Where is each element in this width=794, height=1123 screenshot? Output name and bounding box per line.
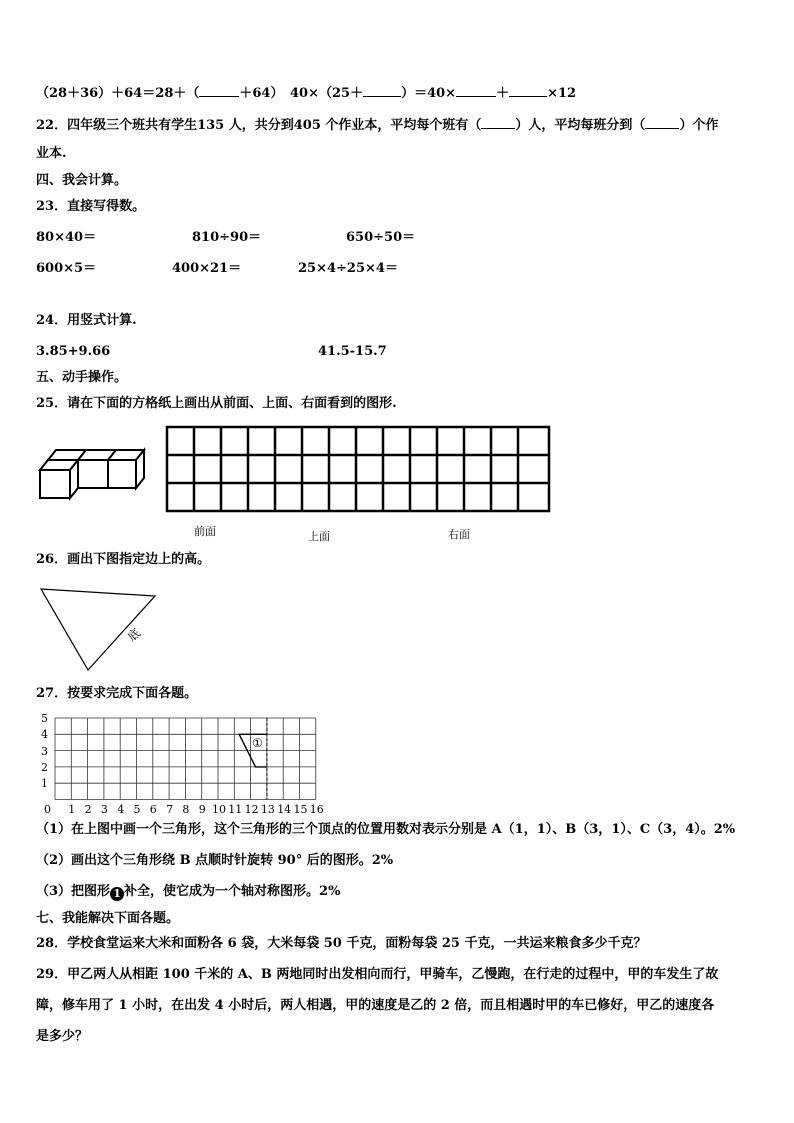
x-tick-label: 12	[244, 802, 259, 816]
x-tick-label: 7	[166, 802, 174, 816]
section-5-heading: 五、动手操作。	[36, 370, 128, 385]
q24-item: 3.85+9.66	[36, 344, 111, 359]
q26-title: 26．画出下图指定边上的高。	[36, 552, 211, 567]
answer-blank[interactable]	[509, 84, 547, 97]
q27-title: 27．按要求完成下面各题。	[36, 686, 198, 701]
q23-item: 810÷90＝	[192, 230, 262, 245]
x-tick-label: 4	[117, 802, 125, 816]
x-tick-label: 11	[228, 802, 243, 816]
x-tick-label: 13	[260, 802, 275, 816]
q23-item: 650÷50＝	[346, 230, 416, 245]
x-tick-label: 16	[309, 802, 324, 816]
q27-sub2: （2）画出这个三角形绕 B 点顺时针旋转 90° 后的图形。2%	[36, 853, 394, 868]
answer-blank[interactable]	[645, 116, 679, 129]
q25-title: 25．请在下面的方格纸上画出从前面、上面、右面看到的图形.	[36, 396, 397, 411]
y-tick-label: 4	[41, 728, 48, 742]
q23-item: 80×40＝	[36, 230, 97, 245]
x-tick-label: 15	[293, 802, 308, 816]
q29-line1: 29．甲乙两人从相距 100 千米的 A、B 两地同时出发相向而行，甲骑车，乙慢跑，在行走的过程中，甲的车发生了故	[36, 967, 719, 982]
y-tick-label: 5	[41, 712, 48, 725]
answer-blank[interactable]	[481, 116, 515, 129]
q24-item: 41.5-15.7	[318, 344, 387, 359]
q22-line2: 业本.	[36, 146, 67, 161]
label-right: 右面	[448, 528, 470, 541]
answer-blank[interactable]	[456, 84, 496, 97]
x-tick-label: 10	[212, 802, 226, 816]
q22-line1: 22．四年级三个班共有学生135 人，共分到405 个作业本，平均每个班有（ ）人，平均每班分到（ ）个作	[36, 118, 719, 133]
q23-item: 400×21＝	[172, 261, 242, 276]
q28-text: 28．学校食堂运来大米和面粉各 6 袋，大米每袋 50 千克，面粉每袋 25 千克，一共运来粮食多少千克？	[36, 936, 647, 951]
x-tick-label: 6	[149, 802, 157, 816]
label-front: 前面	[194, 525, 216, 538]
label-top: 上面	[308, 530, 330, 543]
q23-title: 23．直接写得数。	[36, 199, 146, 214]
coordinate-grid	[50, 715, 350, 815]
y-tick-label: 2	[41, 760, 48, 774]
figure-1-label: ①	[252, 736, 263, 750]
answer-blank[interactable]	[199, 84, 239, 97]
triangle-figure	[36, 584, 166, 674]
grid-paper	[166, 426, 550, 514]
q27-sub1: （1）在上图中画一个三角形，这个三角形的三个顶点的位置用数对表示分别是 A（1，1）、B（3，1）、C（3，4）。2%	[36, 822, 736, 837]
q23-item: 600×5＝	[36, 261, 97, 276]
x-tick-label: 2	[84, 802, 92, 816]
x-tick-label: 14	[277, 802, 292, 816]
q27-sub3: （3）把图形 1 补全，使它成为一个轴对称图形。2%	[36, 884, 341, 900]
y-tick-label: 1	[41, 777, 48, 791]
x-tick-label: 9	[198, 802, 206, 816]
x-tick-label: 3	[100, 802, 108, 816]
figure-1-marker: 1	[110, 887, 124, 901]
q24-title: 24．用竖式计算.	[36, 313, 137, 328]
section-4-heading: 四、我会计算。	[36, 173, 128, 188]
side-label-base: 底	[124, 625, 144, 645]
x-tick-label: 0	[44, 802, 51, 816]
q21-left-expression: （28＋36）＋64＝28＋（ ＋64）	[36, 86, 284, 101]
cube-stack-figure	[38, 446, 148, 506]
x-tick-label: 5	[133, 802, 141, 816]
q29-line3: 是多少？	[36, 1029, 89, 1044]
q23-item: 25×4÷25×4＝	[298, 261, 398, 276]
y-tick-label: 3	[41, 744, 48, 758]
q29-line2: 障，修车用了 1 小时，在出发 4 小时后，两人相遇，甲的速度是乙的 2 倍，而且相遇时甲的车已修好，甲乙的速度各	[36, 998, 715, 1013]
x-tick-label: 8	[182, 802, 190, 816]
q21-right-expression: 40×（25＋ ）＝40× ＋ ×12	[290, 86, 577, 101]
answer-blank[interactable]	[363, 84, 401, 97]
x-tick-label: 1	[68, 802, 76, 816]
section-7-heading: 七、我能解决下面各题。	[36, 911, 180, 926]
